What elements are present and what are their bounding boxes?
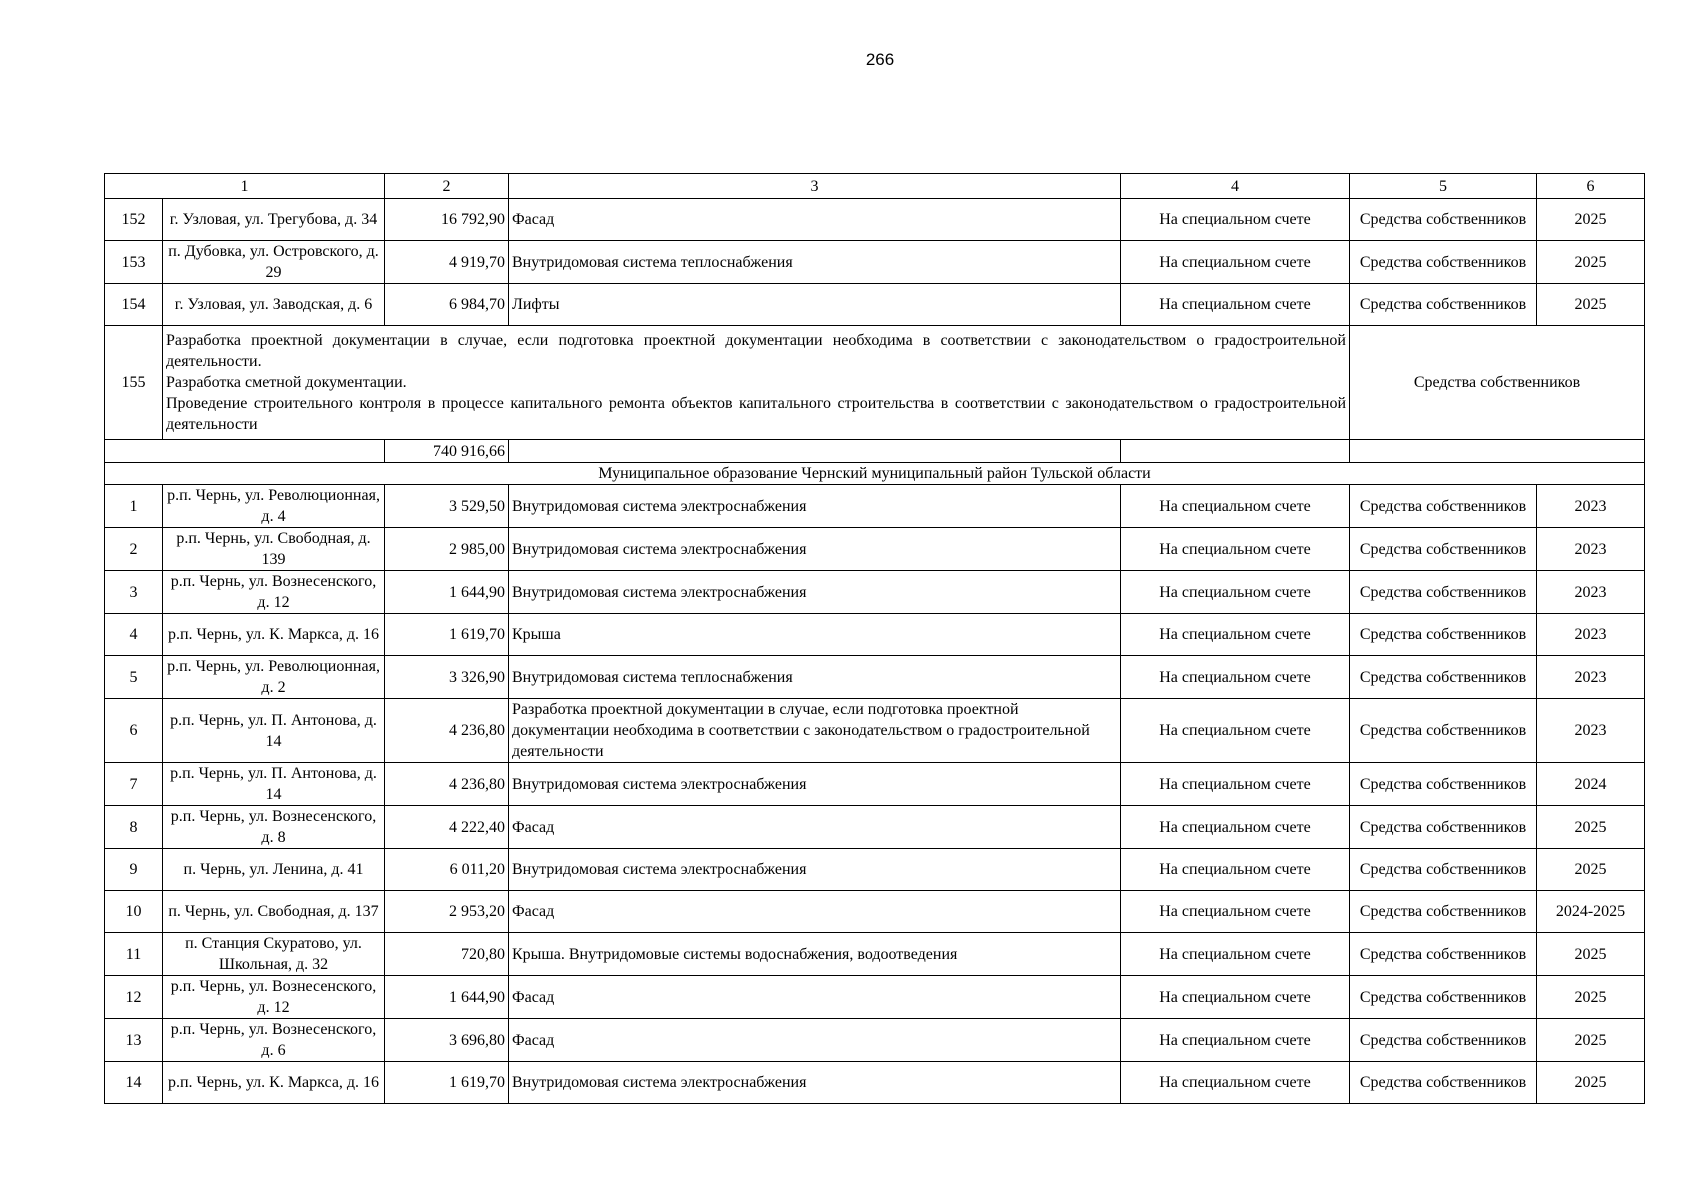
funding-method-cell: На специальном счете	[1121, 656, 1350, 699]
merged-description-cell	[163, 326, 1350, 440]
funding-source-cell: Средства собственников	[1350, 1019, 1537, 1062]
funding-method-cell: На специальном счете	[1121, 284, 1350, 326]
cost-cell: 2 953,20	[385, 891, 509, 933]
funding-method-cell: На специальном счете	[1121, 241, 1350, 284]
work-type-cell: Фасад	[509, 891, 1121, 933]
work-type-cell: Внутридомовая система электроснабжения	[509, 528, 1121, 571]
cost-cell: 6 984,70	[385, 284, 509, 326]
header-col-3: 3	[509, 174, 1121, 199]
table-row	[105, 976, 1645, 1019]
funding-source-cell: Средства собственников	[1350, 528, 1537, 571]
funding-source-cell: Средства собственников	[1350, 806, 1537, 849]
year-cell: 2023	[1537, 571, 1645, 614]
row-number: 9	[105, 849, 163, 891]
year-cell: 2023	[1537, 485, 1645, 528]
work-type-cell: Крыша. Внутридомовые системы водоснабжения, водоотведения	[509, 933, 1121, 976]
row-number: 152	[105, 199, 163, 241]
row-number: 12	[105, 976, 163, 1019]
row-number: 8	[105, 806, 163, 849]
work-type-cell: Внутридомовая система электроснабжения	[509, 763, 1121, 806]
work-type-cell: Внутридомовая система электроснабжения	[509, 849, 1121, 891]
year-cell: 2025	[1537, 241, 1645, 284]
table-row	[105, 284, 1645, 326]
address-cell: р.п. Чернь, ул. Революционная, д. 4	[163, 485, 385, 528]
address-cell: р.п. Чернь, ул. Вознесенского, д. 12	[163, 976, 385, 1019]
description-line: Разработка проектной документации в случае, если подготовка проектной документации необходима в соответствии с законодательством о градостроительной деятельности.	[166, 332, 1346, 370]
total-value: 740 916,66	[385, 440, 509, 463]
funding-method-cell: На специальном счете	[1121, 1062, 1350, 1104]
funding-source-cell: Средства собственников	[1350, 241, 1537, 284]
address-cell: г. Узловая, ул. Заводская, д. 6	[163, 284, 385, 326]
total-row	[105, 440, 1645, 463]
funding-source-cell: Средства собственников	[1350, 656, 1537, 699]
funding-method-cell: На специальном счете	[1121, 763, 1350, 806]
row-number: 10	[105, 891, 163, 933]
year-cell: 2024-2025	[1537, 891, 1645, 933]
funding-source-cell: Средства собственников	[1350, 699, 1537, 763]
funding-source-cell: Средства собственников	[1350, 849, 1537, 891]
description-line: Разработка сметной документации.	[166, 374, 407, 391]
table-row	[105, 241, 1645, 284]
empty-cell	[509, 440, 1121, 463]
funding-source-cell: Средства собственников	[1350, 284, 1537, 326]
cost-cell: 4 236,80	[385, 699, 509, 763]
address-cell: г. Узловая, ул. Трегубова, д. 34	[163, 199, 385, 241]
year-cell: 2023	[1537, 699, 1645, 763]
funding-source-cell: Средства собственников	[1350, 326, 1645, 440]
cost-cell: 4 222,40	[385, 806, 509, 849]
address-cell: п. Чернь, ул. Свободная, д. 137	[163, 891, 385, 933]
year-cell: 2023	[1537, 528, 1645, 571]
section-header-row	[105, 463, 1645, 485]
funding-method-cell: На специальном счете	[1121, 571, 1350, 614]
work-type-cell: Фасад	[509, 199, 1121, 241]
work-type-cell: Фасад	[509, 976, 1121, 1019]
table-row	[105, 656, 1645, 699]
work-type-cell: Внутридомовая система теплоснабжения	[509, 656, 1121, 699]
section-title: Муниципальное образование Чернский муниципальный район Тульской области	[105, 463, 1645, 485]
funding-source-cell: Средства собственников	[1350, 199, 1537, 241]
header-col-4: 4	[1121, 174, 1350, 199]
year-cell: 2025	[1537, 1019, 1645, 1062]
header-col-2: 2	[385, 174, 509, 199]
address-cell: р.п. Чернь, ул. Вознесенского, д. 6	[163, 1019, 385, 1062]
address-cell: п. Дубовка, ул. Островского, д. 29	[163, 241, 385, 284]
address-cell: р.п. Чернь, ул. К. Маркса, д. 16	[163, 614, 385, 656]
row-number: 11	[105, 933, 163, 976]
year-cell: 2024	[1537, 763, 1645, 806]
address-cell: п. Станция Скуратово, ул. Школьная, д. 32	[163, 933, 385, 976]
empty-cell	[1121, 440, 1350, 463]
address-cell: р.п. Чернь, ул. Вознесенского, д. 12	[163, 571, 385, 614]
table-body	[105, 174, 1645, 1104]
work-type-cell: Внутридомовая система электроснабжения	[509, 1062, 1121, 1104]
funding-method-cell: На специальном счете	[1121, 849, 1350, 891]
table-row	[105, 806, 1645, 849]
work-type-cell: Лифты	[509, 284, 1121, 326]
funding-method-cell: На специальном счете	[1121, 199, 1350, 241]
address-cell: р.п. Чернь, ул. К. Маркса, д. 16	[163, 1062, 385, 1104]
header-col-6: 6	[1537, 174, 1645, 199]
funding-method-cell: На специальном счете	[1121, 528, 1350, 571]
funding-source-cell: Средства собственников	[1350, 571, 1537, 614]
cost-cell: 1 644,90	[385, 976, 509, 1019]
table-row	[105, 1019, 1645, 1062]
table-row	[105, 933, 1645, 976]
row-number: 13	[105, 1019, 163, 1062]
table-row	[105, 614, 1645, 656]
table-row	[105, 571, 1645, 614]
funding-method-cell: На специальном счете	[1121, 485, 1350, 528]
year-cell: 2023	[1537, 656, 1645, 699]
work-type-cell: Внутридомовая система электроснабжения	[509, 571, 1121, 614]
funding-method-cell: На специальном счете	[1121, 614, 1350, 656]
funding-method-cell: На специальном счете	[1121, 1019, 1350, 1062]
work-type-cell: Крыша	[509, 614, 1121, 656]
header-row	[105, 174, 1645, 199]
table-row	[105, 699, 1645, 763]
cost-cell: 3 696,80	[385, 1019, 509, 1062]
row-number: 5	[105, 656, 163, 699]
funding-source-cell: Средства собственников	[1350, 976, 1537, 1019]
year-cell: 2025	[1537, 284, 1645, 326]
funding-method-cell: На специальном счете	[1121, 933, 1350, 976]
address-cell: р.п. Чернь, ул. П. Антонова, д. 14	[163, 763, 385, 806]
year-cell: 2025	[1537, 933, 1645, 976]
table-row	[105, 199, 1645, 241]
table-row-155	[105, 326, 1645, 440]
cost-cell: 4 919,70	[385, 241, 509, 284]
funding-source-cell: Средства собственников	[1350, 614, 1537, 656]
funding-source-cell: Средства собственников	[1350, 933, 1537, 976]
header-col-1: 1	[105, 174, 385, 199]
table-row	[105, 528, 1645, 571]
address-cell: р.п. Чернь, ул. П. Антонова, д. 14	[163, 699, 385, 763]
empty-cell	[105, 440, 385, 463]
funding-source-cell: Средства собственников	[1350, 763, 1537, 806]
cost-cell: 3 326,90	[385, 656, 509, 699]
year-cell: 2025	[1537, 849, 1645, 891]
funding-method-cell: На специальном счете	[1121, 976, 1350, 1019]
cost-cell: 6 011,20	[385, 849, 509, 891]
funding-method-cell: На специальном счете	[1121, 806, 1350, 849]
year-cell: 2025	[1537, 1062, 1645, 1104]
year-cell: 2025	[1537, 806, 1645, 849]
table-row	[105, 763, 1645, 806]
cost-cell: 720,80	[385, 933, 509, 976]
description-line: Проведение строительного контроля в процессе капитального ремонта объектов капитального строительства в соответствии с законодательством о градостроительной деятельности	[166, 395, 1346, 433]
cost-cell: 2 985,00	[385, 528, 509, 571]
row-number: 1	[105, 485, 163, 528]
table-row	[105, 891, 1645, 933]
year-cell: 2023	[1537, 614, 1645, 656]
repair-schedule-table	[104, 173, 1645, 1104]
funding-source-cell: Средства собственников	[1350, 1062, 1537, 1104]
cost-cell: 1 619,70	[385, 1062, 509, 1104]
work-type-cell: Внутридомовая система теплоснабжения	[509, 241, 1121, 284]
cost-cell: 16 792,90	[385, 199, 509, 241]
cost-cell: 1 619,70	[385, 614, 509, 656]
empty-cell	[1350, 440, 1645, 463]
year-cell: 2025	[1537, 199, 1645, 241]
work-type-cell: Фасад	[509, 806, 1121, 849]
row-number: 2	[105, 528, 163, 571]
table-row	[105, 1062, 1645, 1104]
table-row	[105, 849, 1645, 891]
row-number: 14	[105, 1062, 163, 1104]
cost-cell: 3 529,50	[385, 485, 509, 528]
cost-cell: 1 644,90	[385, 571, 509, 614]
row-number: 6	[105, 699, 163, 763]
year-cell: 2025	[1537, 976, 1645, 1019]
header-col-5: 5	[1350, 174, 1537, 199]
row-number: 155	[105, 326, 163, 440]
page-number: 266	[865, 50, 895, 69]
address-cell: р.п. Чернь, ул. Вознесенского, д. 8	[163, 806, 385, 849]
row-number: 7	[105, 763, 163, 806]
funding-source-cell: Средства собственников	[1350, 485, 1537, 528]
work-type-cell: Внутридомовая система электроснабжения	[509, 485, 1121, 528]
address-cell: р.п. Чернь, ул. Революционная, д. 2	[163, 656, 385, 699]
funding-source-cell: Средства собственников	[1350, 891, 1537, 933]
funding-method-cell: На специальном счете	[1121, 699, 1350, 763]
row-number: 153	[105, 241, 163, 284]
row-number: 4	[105, 614, 163, 656]
row-number: 154	[105, 284, 163, 326]
work-type-cell: Разработка проектной документации в случае, если подготовка проектной документации необходима в соответствии с законодательством о градостроительной деятельности	[509, 699, 1121, 763]
address-cell: п. Чернь, ул. Ленина, д. 41	[163, 849, 385, 891]
cost-cell: 4 236,80	[385, 763, 509, 806]
table-row	[105, 485, 1645, 528]
address-cell: р.п. Чернь, ул. Свободная, д. 139	[163, 528, 385, 571]
work-type-cell: Фасад	[509, 1019, 1121, 1062]
row-number: 3	[105, 571, 163, 614]
funding-method-cell: На специальном счете	[1121, 891, 1350, 933]
